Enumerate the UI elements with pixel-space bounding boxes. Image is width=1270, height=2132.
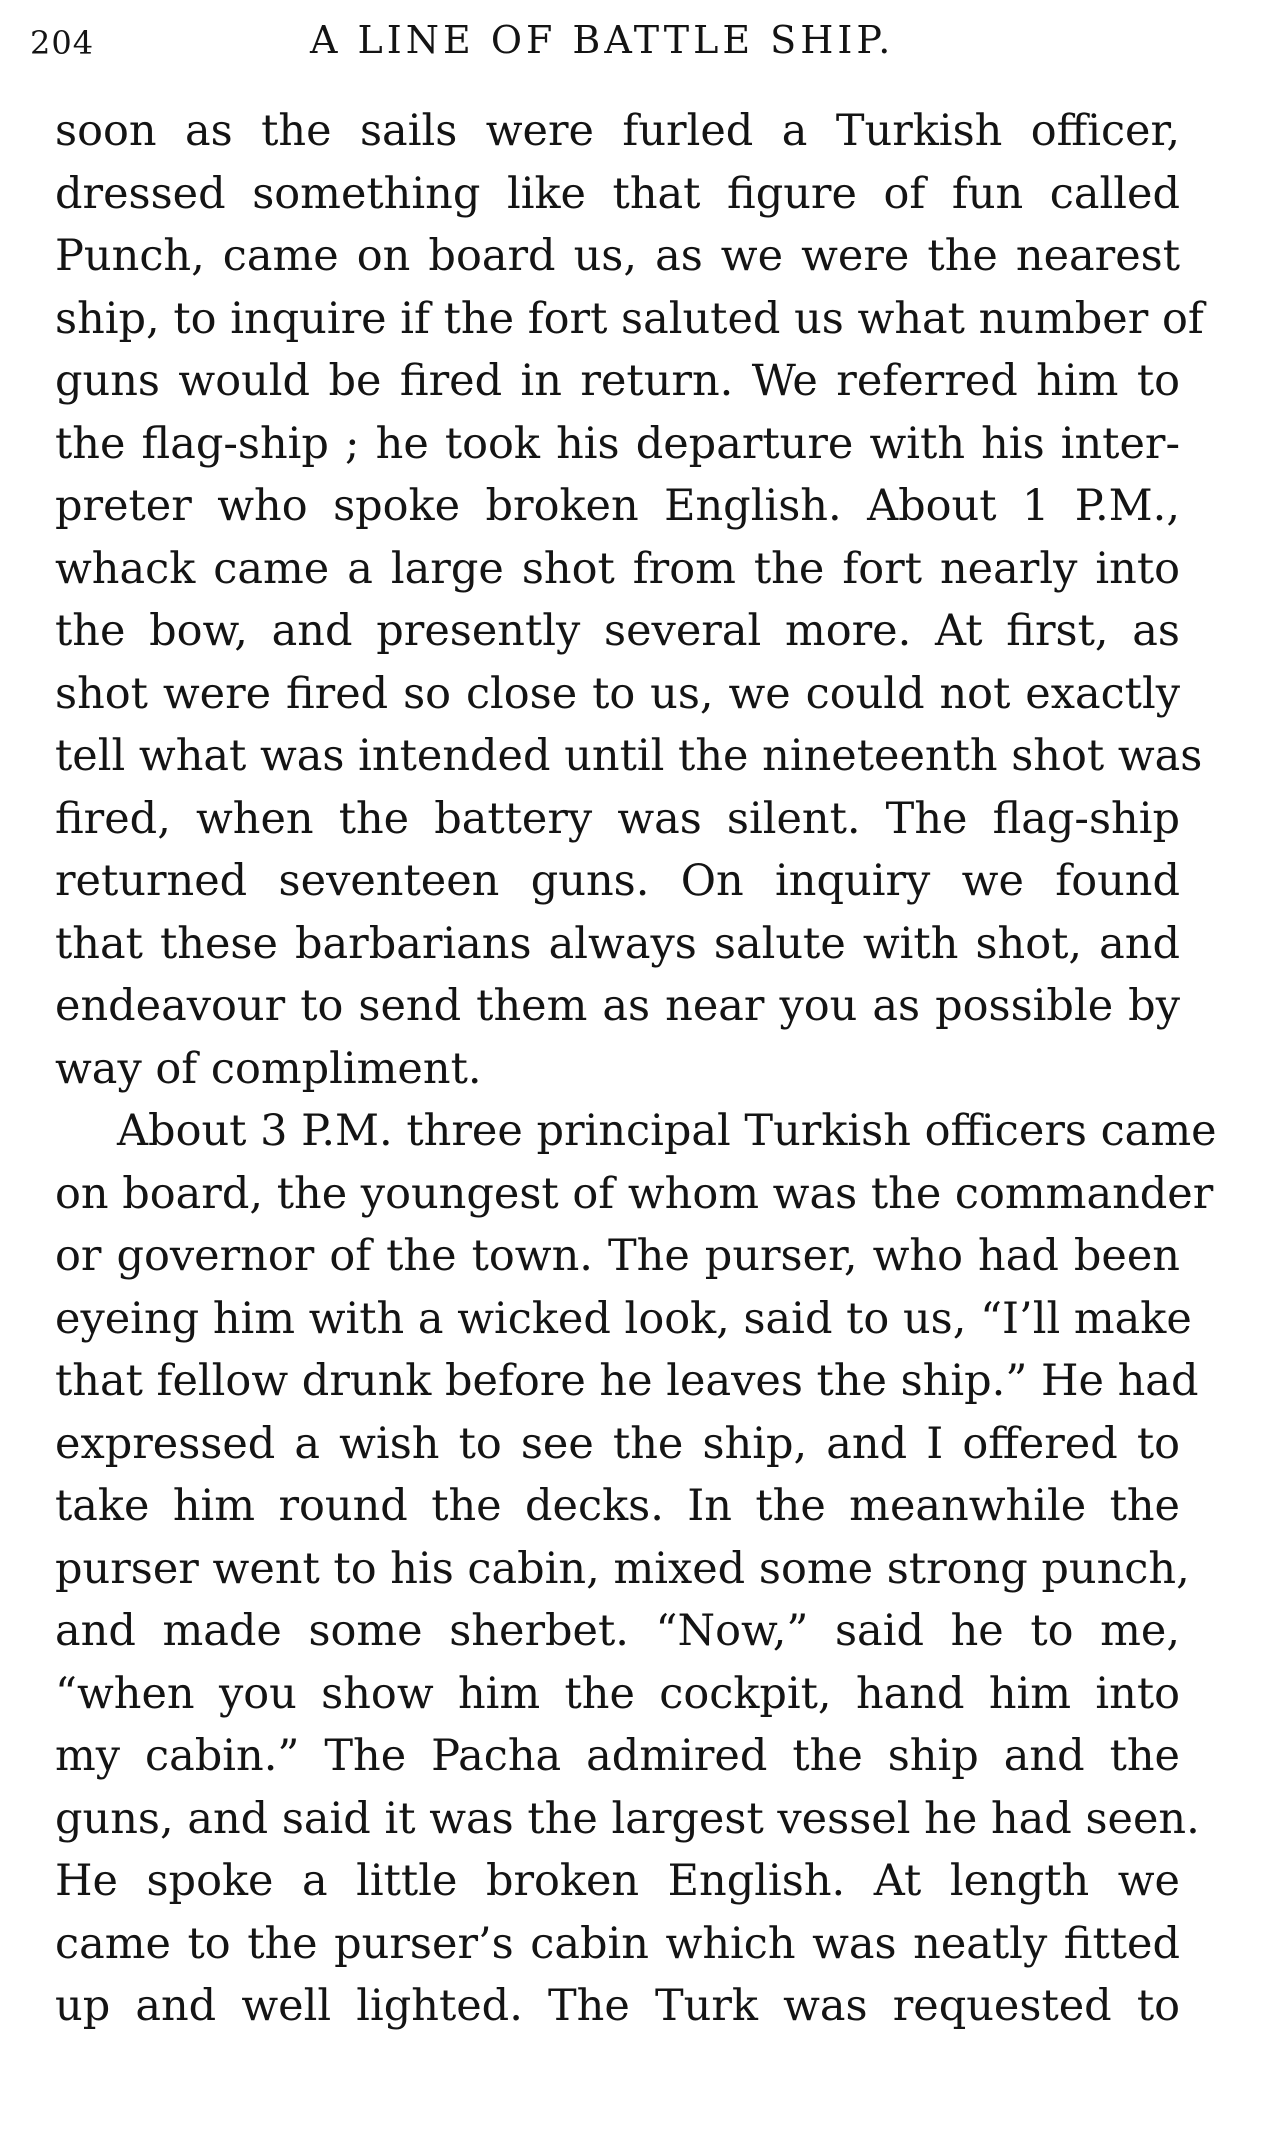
- text-line: way of compliment.: [55, 1043, 482, 1094]
- text-line: purser went to his cabin, mixed some strong punch,: [55, 1543, 1190, 1594]
- text-line: my cabin.” The Pacha admired the ship and the: [55, 1731, 1180, 1781]
- text-line: guns, and said it was the largest vessel he had seen.: [55, 1793, 1200, 1844]
- text-line: preter who spoke broken English. About 1 P.M.,: [55, 481, 1180, 531]
- text-line: on board, the youngest of whom was the commander: [55, 1168, 1214, 1219]
- text-line: and made some sherbet. “Now,” said he to me,: [55, 1606, 1180, 1656]
- text-line: dressed something like that figure of fun called: [55, 168, 1180, 219]
- text-line: Punch, came on board us, as we were the nearest: [55, 231, 1180, 281]
- text-line: ship, to inquire if the fort saluted us what number of: [55, 293, 1204, 344]
- text-line: tell what was intended until the nineteenth shot was: [55, 731, 1203, 781]
- text-line: guns would be fired in return. We referred him to: [55, 356, 1180, 406]
- page-number: 204: [30, 24, 95, 62]
- text-line: the flag-ship ; he took his departure with his inter-: [55, 418, 1180, 469]
- text-line: up and well lighted. The Turk was requested to: [55, 1981, 1180, 2031]
- text-line: that these barbarians always salute with shot, and: [55, 918, 1180, 969]
- text-line: endeavour to send them as near you as possible by: [55, 981, 1180, 1031]
- text-line: “when you show him the cockpit, hand him into: [55, 1668, 1180, 1719]
- running-title: A LINE OF BATTLE SHIP.: [310, 18, 895, 62]
- text-line: fired, when the battery was silent. The flag-ship: [55, 793, 1180, 844]
- text-line: take him round the decks. In the meanwhile the: [55, 1481, 1180, 1531]
- text-line: soon as the sails were furled a Turkish officer,: [55, 106, 1180, 156]
- text-line: whack came a large shot from the fort nearly into: [55, 543, 1180, 594]
- body-text: [55, 100, 1217, 2038]
- text-line: shot were fired so close to us, we could not exactly: [55, 668, 1180, 719]
- text-line: came to the purser’s cabin which was neatly fitted: [55, 1918, 1180, 1969]
- text-line: that fellow drunk before he leaves the ship.” He had: [55, 1356, 1199, 1406]
- text-line: expressed a wish to see the ship, and I offered to: [55, 1418, 1180, 1469]
- page-header: [30, 18, 990, 78]
- text-line: the bow, and presently several more. At first, as: [55, 606, 1180, 656]
- text-line: About 3 P.M. three principal Turkish officers came: [117, 1106, 1217, 1156]
- paragraph-1: [55, 100, 1204, 1100]
- paragraph-2: [55, 1100, 1217, 2038]
- text-line: eyeing him with a wicked look, said to us, “I’ll make: [55, 1293, 1192, 1344]
- text-line: He spoke a little broken English. At length we: [55, 1856, 1180, 1906]
- text-line: or governor of the town. The purser, who had been: [55, 1231, 1180, 1281]
- text-line: returned seventeen guns. On inquiry we found: [55, 856, 1180, 906]
